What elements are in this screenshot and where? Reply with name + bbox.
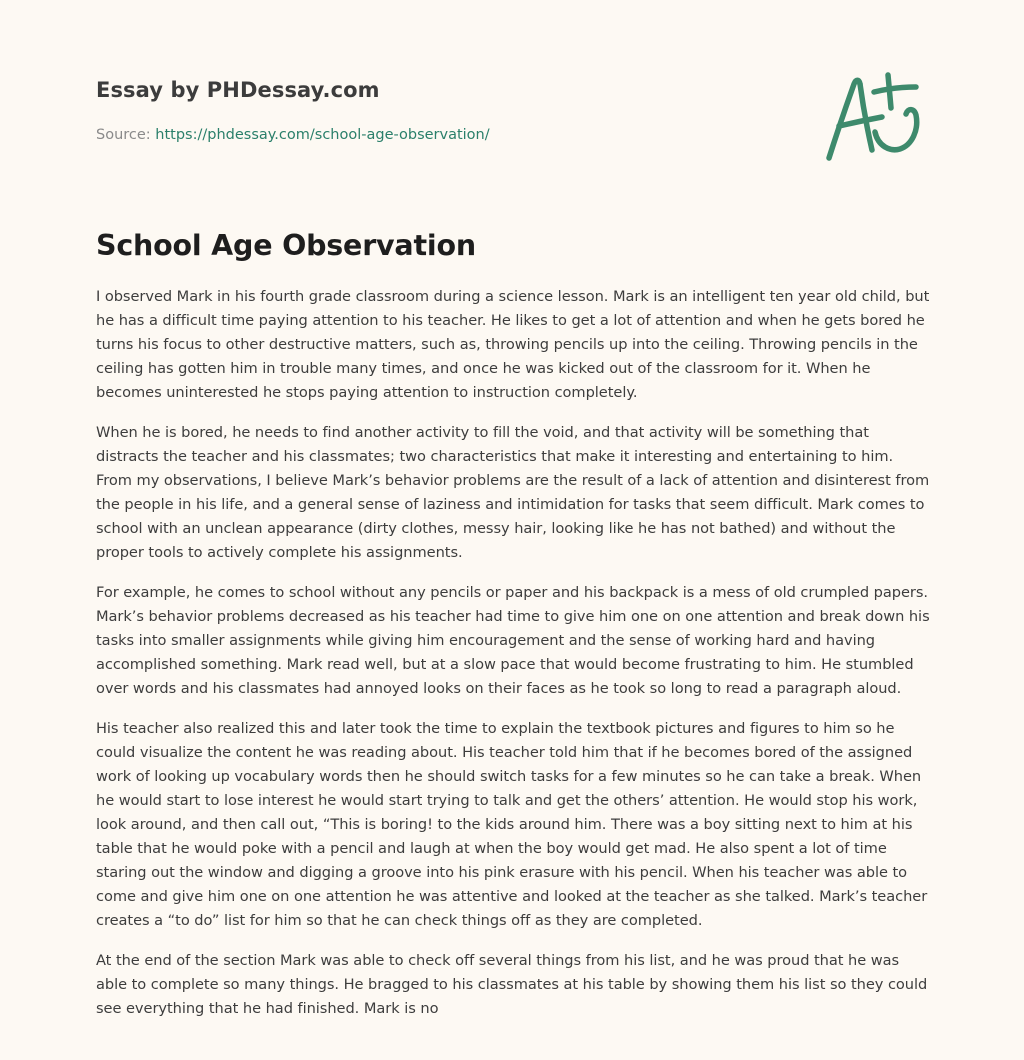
essay-title: School Age Observation bbox=[96, 229, 476, 262]
essay-body bbox=[96, 285, 932, 1037]
essay-paragraph-1: I observed Mark in his fourth grade classroom during a science lesson. Mark is an intelligent ten year old child, but he has a difficult time paying attention to his teacher. He likes to get a lot of attention and when he gets bored he turns his focus to other destructive matters, such as, throwing pencils up into the ceiling. Throwing pencils in the ceiling has gotten him in trouble many times, and once he was kicked out of the classroom for it. When he becomes uninterested he stops paying attention to instruction completely. bbox=[96, 288, 930, 401]
essay-paragraph-3: For example, he comes to school without any pencils or paper and his backpack is a mess of old crumpled papers. Mark’s behavior problems decreased as his teacher had time to give him one on one attention and break down his tasks into smaller assignments while giving him encouragement and the sense of working hard and having accomplished something. Mark read well, but at a slow pace that would become frustrating to him. He stumbled over words and his classmates had annoyed looks on their faces as he took so long to read a paragraph aloud. bbox=[96, 584, 930, 697]
source-label: Source: bbox=[96, 127, 151, 143]
essay-paragraph-4: His teacher also realized this and later took the time to explain the textbook pictures and figures to him so he could visualize the content he was reading about. His teacher told him that if he becomes bored of the assigned work of looking up vocabulary words then he should switch tasks for a few minutes so he can take a break. When he would start to lose interest he would start trying to talk and get the others’ attention. He would stop his work, look around, and then call out, “This is boring! to the kids around him. There was a boy sitting next to him at his table that he would poke with a pencil and laugh at when the boy would get mad. He also spent a lot of time staring out the window and digging a groove into his pink erasure with his pencil. When his teacher was able to come and give him one on one attention he was attentive and looked at the teacher as she talked. Mark’s teacher creates a “to do” list for him so that he can check things off as they are completed. bbox=[96, 720, 928, 929]
site-brand: Essay by PHDessay.com bbox=[96, 78, 380, 102]
essay-paragraph-2: When he is bored, he needs to find another activity to fill the void, and that activity will be something that distracts the teacher and his classmates; two characteristics that make it interesting and entertaining to him. From my observations, I believe Mark’s behavior problems are the result of a lack of attention and disinterest from the people in his life, and a general sense of laziness and intimidation for tasks that seem difficult. Mark comes to school with an unclean appearance (dirty clothes, messy hair, looking like he has not bathed) and without the proper tools to actively complete his assignments. bbox=[96, 424, 930, 561]
source-link[interactable]: https://phdessay.com/school-age-observation/ bbox=[155, 127, 490, 143]
a-plus-logo bbox=[822, 70, 926, 162]
site-header bbox=[96, 76, 736, 145]
essay-paragraph-5: At the end of the section Mark was able to check off several things from his list, and he was proud that he was able to complete so many things. He bragged to his classmates at his table by showing them his list so they could see everything that he had finished. Mark is no bbox=[96, 952, 928, 1017]
source-line bbox=[96, 125, 736, 145]
a-plus-icon bbox=[822, 70, 926, 162]
